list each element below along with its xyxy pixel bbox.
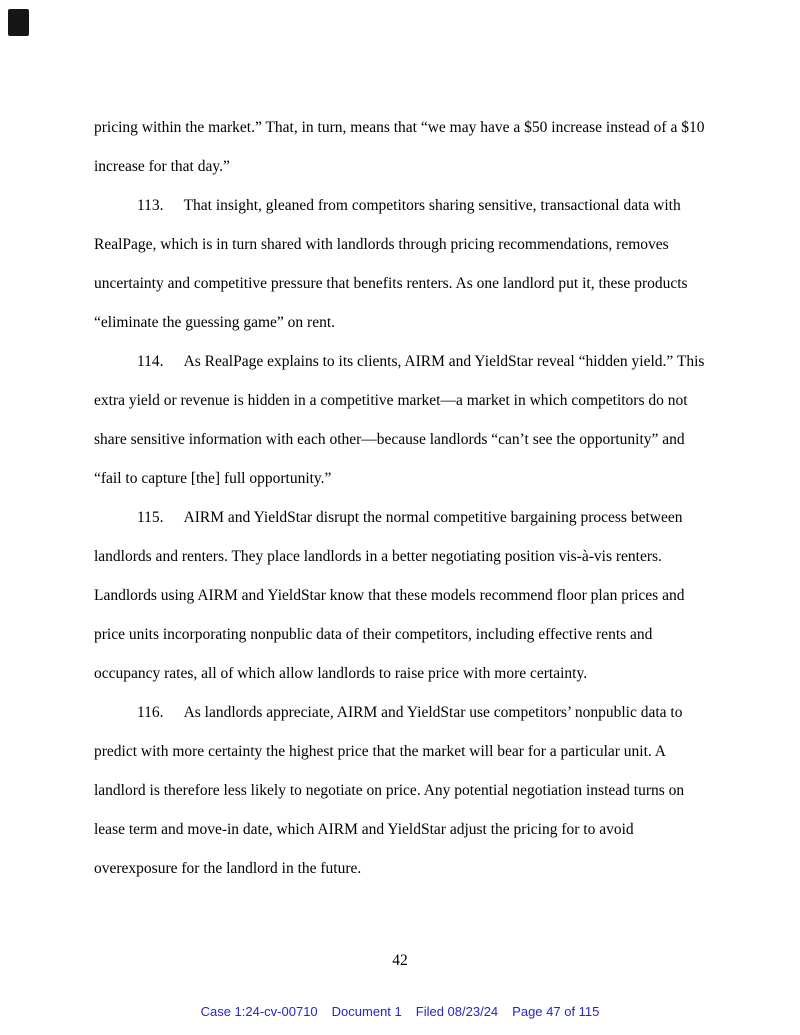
paragraph-continuation: pricing within the market.” That, in turn, means that “we may have a $50 increase instead of a $10 increase for that day.” xyxy=(94,119,705,175)
paragraph-text: As landlords appreciate, AIRM and YieldStar use competitors’ nonpublic data to predict with more certainty the highest price that the market will bear for a particular unit. A landlord is therefore less likely to negotiate on price. Any potential negotiation instead turns on lease term and move-in date, which AIRM and YieldStar adjust the pricing for to avoid overexposure for the landlord in the future. xyxy=(94,704,685,877)
paragraph-text: AIRM and YieldStar disrupt the normal competitive bargaining process between landlords and renters. They place landlords in a better negotiating position vis-à-vis renters. Landlords using AIRM and YieldStar know that these models recommend floor plan prices and price units incorporating nonpublic data of their competitors, including effective rents and occupancy rates, all of which allow landlords to raise price with more certainty. xyxy=(94,509,685,682)
paragraph-number: 114. xyxy=(137,353,164,370)
case-stamp-footer xyxy=(0,1003,800,1020)
paragraph-number: 115. xyxy=(137,509,164,526)
paragraph-114 xyxy=(94,342,712,498)
paragraph-115 xyxy=(94,498,712,693)
document-number: Document 1 xyxy=(331,1004,402,1019)
scan-artifact-mark xyxy=(8,9,29,36)
paragraph-number: 116. xyxy=(137,704,164,721)
page-number: 42 xyxy=(392,952,408,969)
case-number: Case 1:24-cv-00710 xyxy=(200,1004,318,1019)
paragraph-116 xyxy=(94,693,712,888)
page-of-count: Page 47 of 115 xyxy=(512,1004,600,1019)
filed-date: Filed 08/23/24 xyxy=(415,1004,499,1019)
paragraph-number: 113. xyxy=(137,197,164,214)
paragraph-113 xyxy=(94,186,712,342)
body-text xyxy=(94,108,712,888)
paragraph-text: As RealPage explains to its clients, AIRM and YieldStar reveal “hidden yield.” This extra yield or revenue is hidden in a competitive market—a market in which competitors do not share sensitive information with each other—because landlords “can’t see the opportunity” and “fail to capture [the] full opportunity.” xyxy=(94,353,705,487)
paragraph-text: That insight, gleaned from competitors sharing sensitive, transactional data with RealPage, which is in turn shared with landlords through pricing recommendations, removes uncertainty and competitive pressure that benefits renters. As one landlord put it, these products “eliminate the guessing game” on rent. xyxy=(94,197,688,331)
